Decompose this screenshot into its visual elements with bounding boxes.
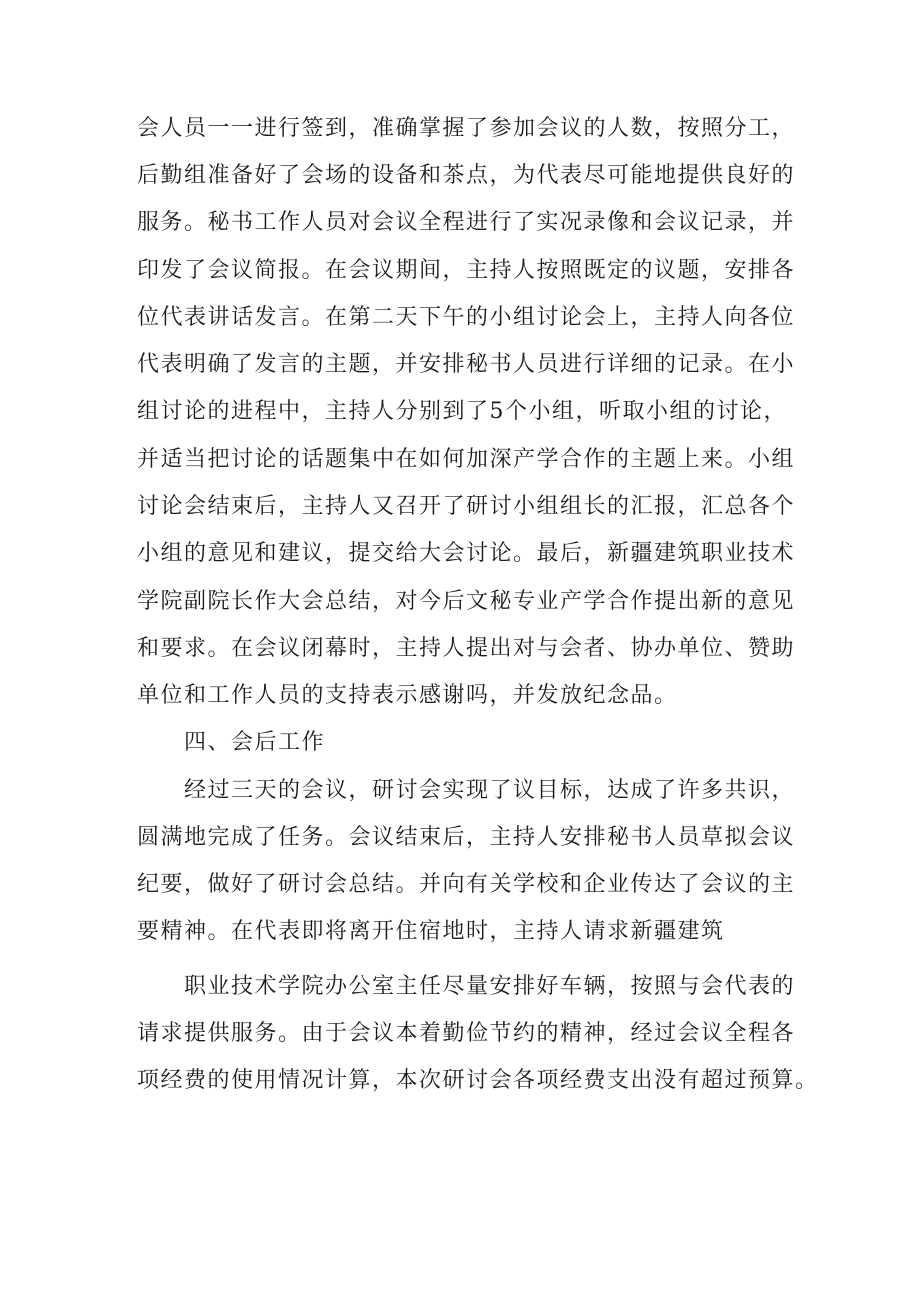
text-line: 要精神。在代表即将离开住宿地时，主持人请求新疆建筑	[137, 919, 725, 944]
text-line: 印发了会议简报。在会议期间，主持人按照既定的议题，安排各	[137, 258, 796, 283]
text-line: 和要求。在会议闭幕时，主持人提出对与会者、协办单位、赞助	[137, 636, 796, 661]
text-line: 纪要，做好了研讨会总结。并向有关学校和企业传达了会议的主	[137, 872, 796, 897]
text-line: 经过三天的会议，研讨会实现了议目标，达成了许多共识，	[184, 778, 796, 803]
text-line: 位代表讲话发言。在第二天下午的小组讨论会上，主持人向各位	[137, 305, 796, 330]
text-line: 后勤组准备好了会场的设备和茶点，为代表尽可能地提供良好的	[137, 163, 796, 188]
text-line: 会人员一一进行签到，准确掌握了参加会议的人数，按照分工，	[137, 116, 796, 141]
text-line: 圆满地完成了任务。会议结束后，主持人安排秘书人员草拟会议	[137, 825, 796, 850]
text-line: 组讨论的进程中，主持人分别到了5个小组，听取小组的讨论，	[137, 399, 787, 424]
text-line: 学院副院长作大会总结，对今后文秘专业产学合作提出新的意见	[137, 589, 796, 614]
text-line: 并适当把讨论的话题集中在如何加深产学合作的主题上来。小组	[137, 447, 796, 472]
text-line: 讨论会结束后，主持人又召开了研讨小组组长的汇报，汇总各个	[137, 494, 796, 519]
text-line: 项经费的使用情况计算，本次研讨会各项经费支出没有超过预算。	[137, 1068, 819, 1093]
text-line: 服务。秘书工作人员对会议全程进行了实况录像和会议记录，并	[137, 210, 796, 235]
text-line: 小组的意见和建议，提交给大会讨论。最后，新疆建筑职业技术	[137, 541, 796, 566]
section-heading: 四、会后工作	[184, 730, 326, 755]
text-line: 职业技术学院办公室主任尽量安排好车辆，按照与会代表的	[184, 974, 796, 999]
text-line: 单位和工作人员的支持表示感谢吗，并发放纪念品。	[137, 683, 678, 708]
text-line: 代表明确了发言的主题，并安排秘书人员进行详细的记录。在小	[137, 352, 796, 377]
text-line: 请求提供服务。由于会议本着勤俭节约的精神，经过会议全程各	[137, 1021, 796, 1046]
